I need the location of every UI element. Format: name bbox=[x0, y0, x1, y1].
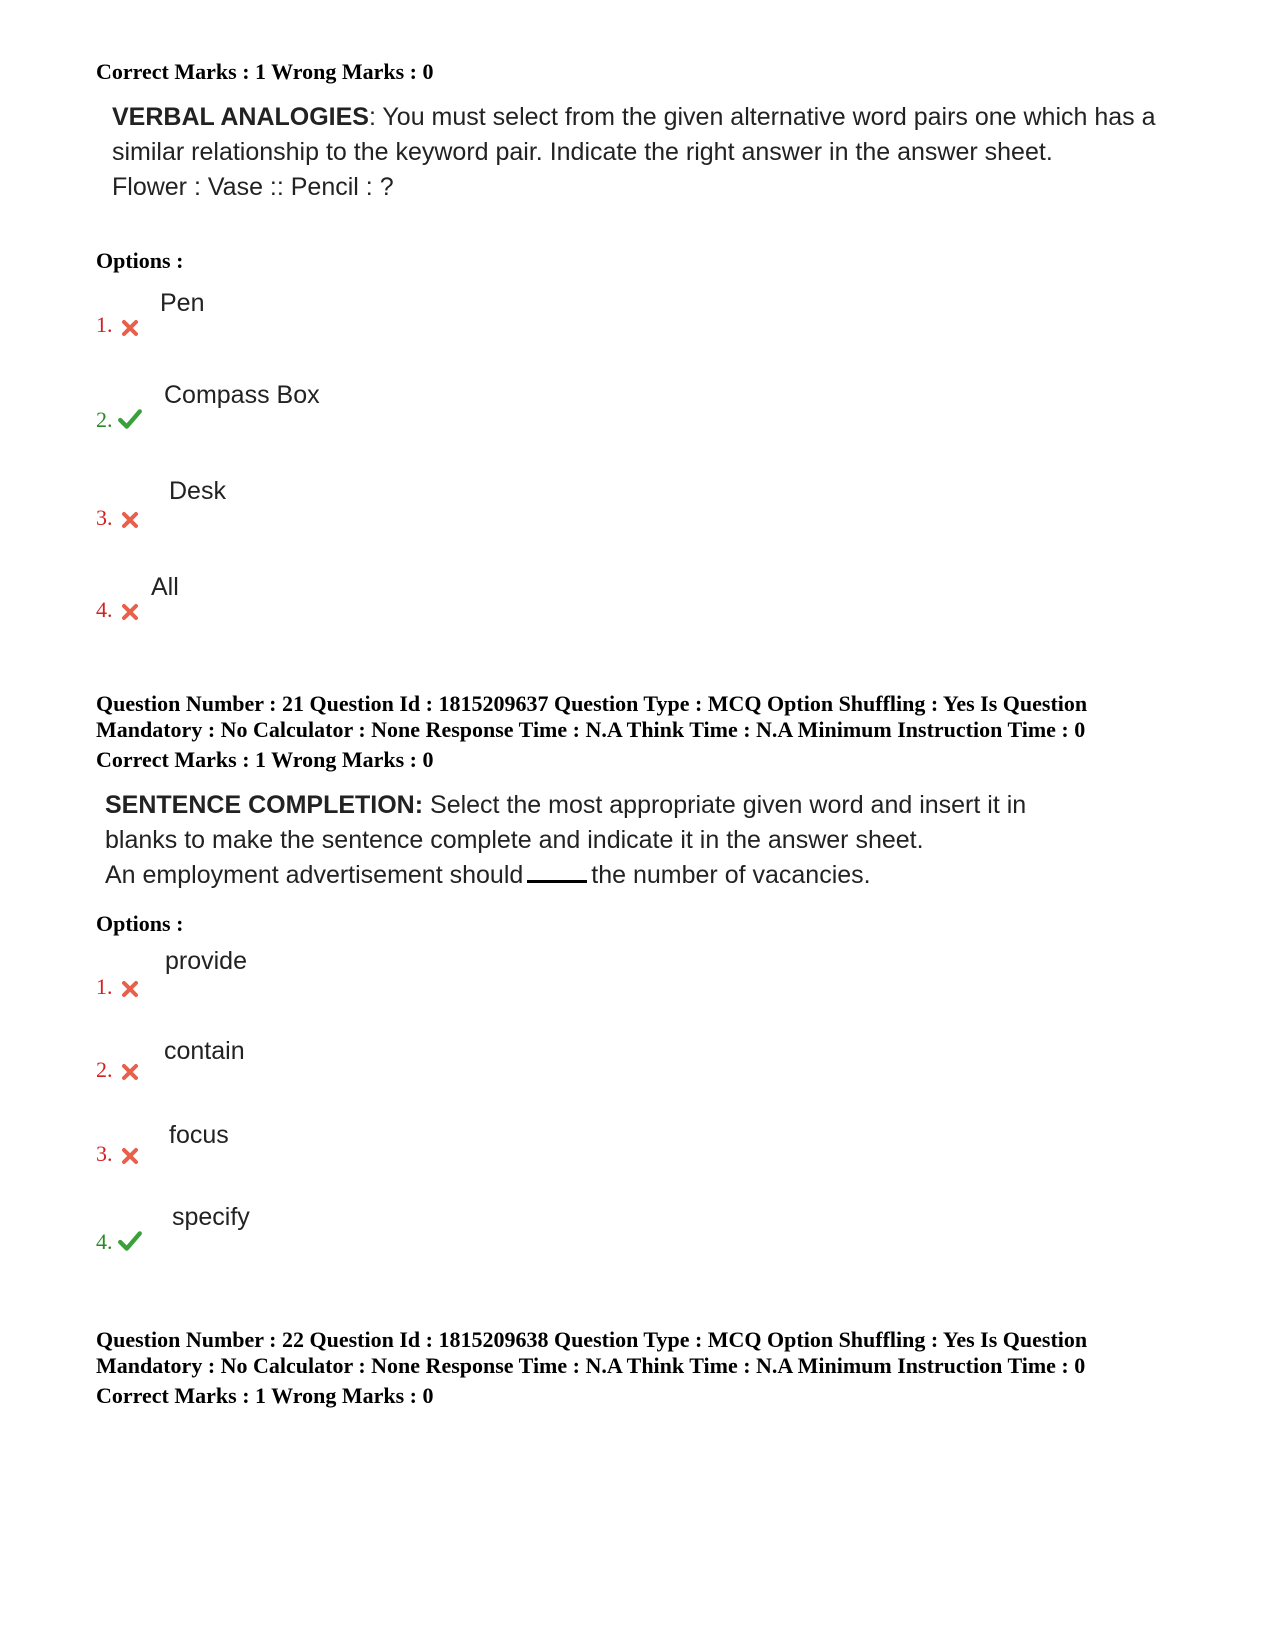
option-text: Pen bbox=[160, 289, 205, 317]
option-text: All bbox=[151, 573, 179, 601]
option-number: 4. bbox=[96, 1229, 113, 1254]
question-text bbox=[112, 100, 1162, 205]
marks-line: Correct Marks : 1 Wrong Marks : 0 bbox=[96, 59, 434, 84]
cross-icon bbox=[118, 977, 142, 1001]
option-number: 1. bbox=[96, 312, 113, 337]
option-number: 2. bbox=[96, 1057, 113, 1082]
option-number: 3. bbox=[96, 505, 113, 530]
question-stem: Flower : Vase :: Pencil : ? bbox=[112, 173, 394, 201]
question-meta-line-2: Mandatory : No Calculator : None Response Time : N.A Think Time : N.A Minimum Instruction Time : 0 bbox=[96, 1353, 1086, 1378]
options-label: Options : bbox=[96, 911, 184, 936]
cross-icon bbox=[118, 600, 142, 624]
question-meta-line-1: Question Number : 22 Question Id : 1815209638 Question Type : MCQ Option Shuffling : Yes Is Question bbox=[96, 1327, 1088, 1352]
check-icon bbox=[117, 1228, 143, 1254]
option-text: contain bbox=[164, 1037, 245, 1065]
marks-line: Correct Marks : 1 Wrong Marks : 0 bbox=[96, 1383, 434, 1408]
question-keyword: SENTENCE COMPLETION: bbox=[105, 791, 424, 819]
stem-after: the number of vacancies. bbox=[591, 861, 871, 889]
cross-icon bbox=[118, 1060, 142, 1084]
options-label: Options : bbox=[96, 248, 184, 273]
option-number: 4. bbox=[96, 597, 113, 622]
cross-icon bbox=[118, 316, 142, 340]
question-text bbox=[105, 788, 1105, 893]
question-keyword: VERBAL ANALOGIES bbox=[112, 103, 369, 131]
question-meta-line-2: Mandatory : No Calculator : None Response Time : N.A Think Time : N.A Minimum Instruction Time : 0 bbox=[96, 717, 1086, 742]
marks-line: Correct Marks : 1 Wrong Marks : 0 bbox=[96, 747, 434, 772]
option-number: 2. bbox=[96, 407, 113, 432]
answer-blank bbox=[527, 862, 587, 883]
option-number: 1. bbox=[96, 974, 113, 999]
question-meta-line-1: Question Number : 21 Question Id : 1815209637 Question Type : MCQ Option Shuffling : Yes Is Question bbox=[96, 691, 1088, 716]
question-instruction: Select the most appropriate given word and insert it in blanks to make the sentence complete and indicate it in the answer sheet. bbox=[105, 791, 1027, 854]
option-text: Desk bbox=[169, 477, 226, 505]
stem-before: An employment advertisement should bbox=[105, 861, 524, 889]
option-text: specify bbox=[172, 1203, 250, 1231]
cross-icon bbox=[118, 1144, 142, 1168]
check-icon bbox=[117, 406, 143, 432]
option-text: focus bbox=[169, 1121, 229, 1149]
question-instruction: : You must select from the given alternative word pairs one which has a similar relationship to the keyword pair. Indicate the right answer in the answer sheet. bbox=[112, 103, 1156, 166]
option-number: 3. bbox=[96, 1141, 113, 1166]
question-stem bbox=[105, 858, 1105, 893]
option-text: provide bbox=[165, 947, 247, 975]
option-text: Compass Box bbox=[164, 381, 320, 409]
cross-icon bbox=[118, 508, 142, 532]
